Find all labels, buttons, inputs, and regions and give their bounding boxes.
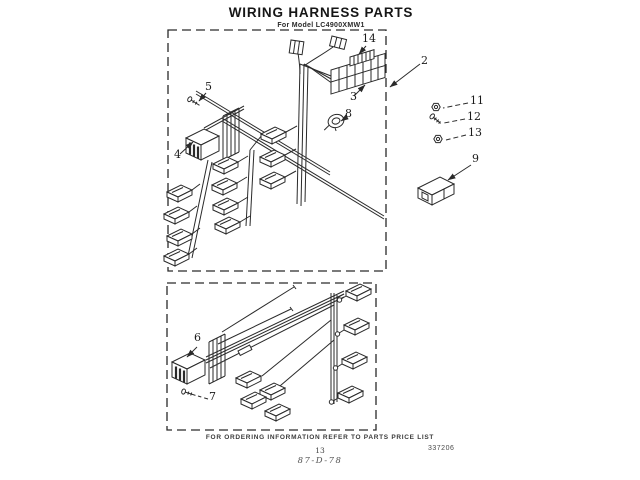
plate-code: 87-D-78 xyxy=(297,456,343,466)
screw-part-7 xyxy=(181,389,196,398)
callout-5: 5 xyxy=(205,80,212,93)
connector-part xyxy=(260,172,285,189)
connector-part xyxy=(260,150,285,167)
callout-7: 7 xyxy=(209,390,216,403)
callout-2: 2 xyxy=(421,54,428,67)
ordering-note: FOR ORDERING INFORMATION REFER TO PARTS PRICE LIST xyxy=(205,434,435,441)
receptacle-connector-part-9 xyxy=(418,177,454,205)
model-subtitle: For Model LC4900XMW1 xyxy=(277,22,365,29)
page-header xyxy=(156,5,486,29)
page-title: WIRING HARNESS PARTS xyxy=(228,5,414,20)
connector-part xyxy=(338,386,363,403)
callout-6: 6 xyxy=(194,331,201,344)
hanging-plug-part xyxy=(289,40,304,55)
callout-3: 3 xyxy=(350,90,357,103)
connector-part xyxy=(344,318,369,335)
connector-part xyxy=(167,185,192,202)
connector-part xyxy=(213,198,238,215)
connector-part xyxy=(236,371,261,388)
diagram-number: 337206 xyxy=(428,445,455,452)
callout-14: 14 xyxy=(362,32,376,45)
connector-part xyxy=(164,207,189,224)
callout-9: 9 xyxy=(472,152,479,165)
hex-nut-part-11 xyxy=(432,103,440,110)
upper-harness-drawing xyxy=(164,36,385,266)
round-grommet-part xyxy=(321,112,347,134)
callout-13: 13 xyxy=(468,126,482,139)
connector-part xyxy=(346,284,371,301)
connector-part xyxy=(265,404,290,421)
connector-part xyxy=(164,249,189,266)
callout-11: 11 xyxy=(470,94,484,107)
callout-4: 4 xyxy=(174,148,181,161)
connector-part xyxy=(215,217,240,234)
fastener-parts xyxy=(418,103,454,205)
connector-part xyxy=(213,157,238,174)
lower-harness-drawing xyxy=(172,284,371,421)
connector-part xyxy=(167,229,192,246)
screw-part-5 xyxy=(187,96,201,107)
hex-nut-part-13 xyxy=(434,135,442,142)
callout-8: 8 xyxy=(345,107,352,120)
relay-block-part-6 xyxy=(172,353,205,384)
connector-part xyxy=(342,352,367,369)
callout-12: 12 xyxy=(467,110,481,123)
connector-part xyxy=(212,178,237,195)
connector-part xyxy=(261,127,286,144)
page-number: 13 xyxy=(315,446,325,455)
screw-part-12 xyxy=(429,113,442,126)
